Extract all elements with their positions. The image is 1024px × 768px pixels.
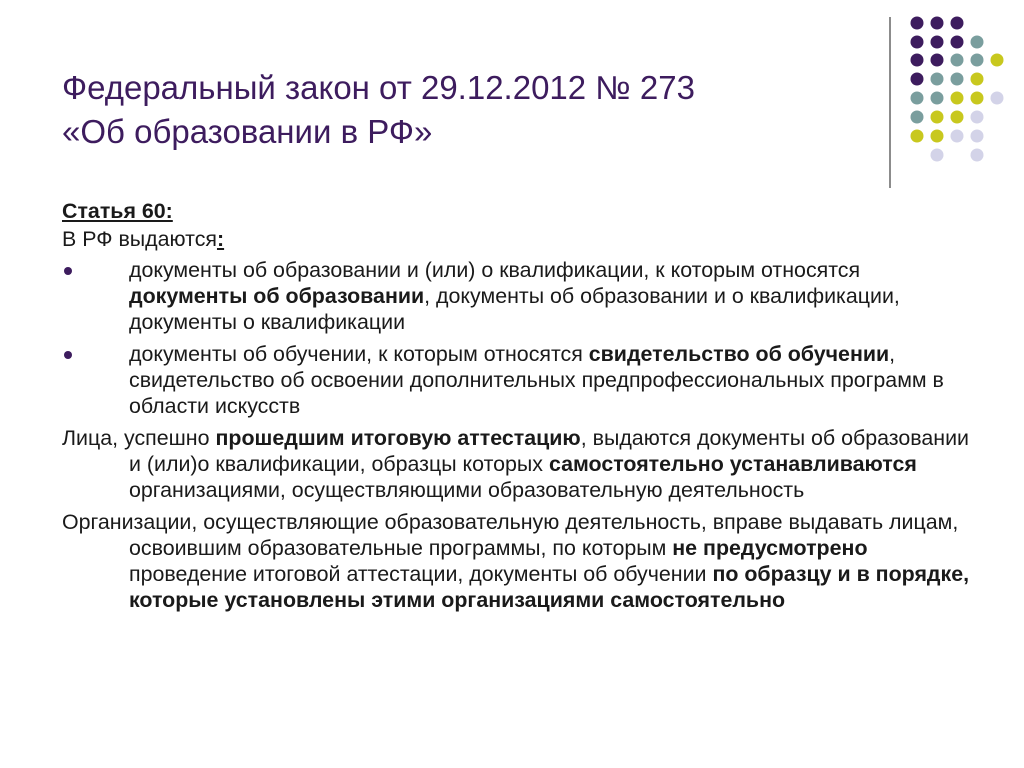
- intro-text: В РФ выдаются: [62, 227, 217, 251]
- intro-colon: :: [216, 227, 225, 251]
- intro-line: [62, 226, 972, 252]
- para-bold: самостоятельно устанавливаются: [548, 452, 917, 476]
- bullet-dot-icon: [64, 351, 72, 359]
- para-text: , выдаются документы об образовании и (или)о квалификации, образцы которых: [129, 426, 970, 476]
- decorative-dot: [991, 92, 1004, 105]
- item-text: документы об образовании и (или) о квалификации, к которым относятся: [129, 258, 861, 282]
- para-text: организациями, осуществляющими образовательную деятельность: [129, 478, 805, 502]
- decorative-dot: [931, 92, 944, 105]
- decorative-dot: [911, 111, 924, 124]
- paragraph-organizations: [62, 509, 972, 613]
- decorative-dot: [951, 54, 964, 67]
- bullet-dot-icon: [64, 267, 72, 275]
- slide-body: [62, 196, 972, 619]
- para-bold: не предусмотрено: [672, 536, 868, 560]
- para-text: Лица, успешно: [62, 426, 216, 450]
- decorative-dot: [971, 92, 984, 105]
- decorative-dot: [931, 111, 944, 124]
- decorative-dot: [951, 111, 964, 124]
- decorative-dot: [951, 130, 964, 143]
- decorative-dot: [971, 36, 984, 49]
- decorative-dot: [951, 36, 964, 49]
- item-text: , свидетельство об освоении дополнительных предпрофессиональных программ в области искусств: [129, 342, 944, 418]
- decorative-dot: [931, 54, 944, 67]
- decorative-dot: [971, 111, 984, 124]
- para-text: Организации, осуществляющие образовательную деятельность, вправе выдавать лицам, освоившим образовательные программы, по которым: [62, 510, 959, 560]
- article-heading: Статья 60:: [62, 199, 173, 223]
- decorative-dot: [951, 92, 964, 105]
- decorative-dot: [911, 73, 924, 86]
- title-line-1: Федеральный закон от 29.12.2012 № 273: [62, 69, 695, 106]
- decorative-dot: [931, 130, 944, 143]
- decorative-dot: [971, 130, 984, 143]
- list-item: [62, 341, 972, 419]
- decorative-dot: [951, 17, 964, 30]
- decorative-dot: [911, 130, 924, 143]
- decorative-dot: [951, 73, 964, 86]
- decorative-dot: [991, 54, 1004, 67]
- decorative-dot: [931, 149, 944, 162]
- decorative-dot-grid: [0, 0, 1024, 200]
- paragraph-graduates: [62, 425, 972, 503]
- list-item: [62, 257, 972, 335]
- para-bold: по образцу и в порядке, которые установлены этими организациями самостоятельно: [129, 562, 970, 612]
- decorative-dot: [971, 149, 984, 162]
- decorative-dot: [911, 54, 924, 67]
- decorative-dot: [911, 17, 924, 30]
- title-line-2: «Об образовании в РФ»: [62, 113, 433, 150]
- item-bold: свидетельство об обучении: [588, 342, 890, 366]
- decorative-dot: [911, 92, 924, 105]
- decorative-dot: [931, 36, 944, 49]
- decorative-dot: [971, 54, 984, 67]
- item-text: , документы об образовании и о квалификации, документы о квалификации: [129, 284, 900, 334]
- para-bold: прошедшим итоговую аттестацию: [215, 426, 581, 450]
- decorative-dot: [971, 73, 984, 86]
- decorative-dot: [931, 73, 944, 86]
- para-text: проведение итоговой аттестации, документы об обучении: [129, 562, 713, 586]
- decorative-dot: [911, 36, 924, 49]
- decorative-dot: [931, 17, 944, 30]
- item-text: документы об обучении, к которым относятся: [129, 342, 589, 366]
- item-bold: документы об образовании: [129, 284, 425, 308]
